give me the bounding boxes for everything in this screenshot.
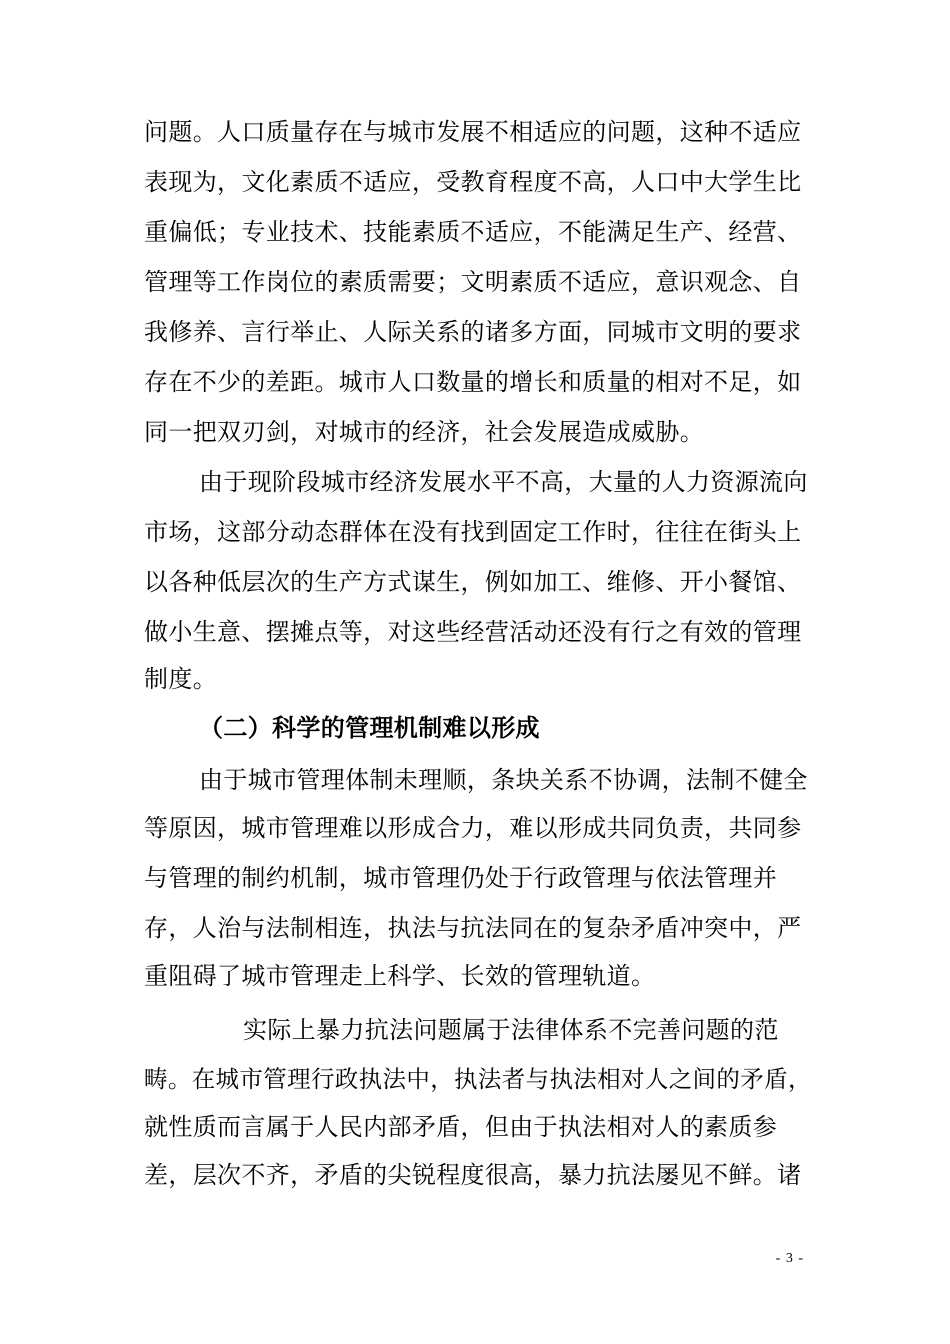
page-number: - 3 - (775, 1251, 804, 1266)
paragraph-3-line-5: 重阻碍了城市管理走上科学、长效的管理轨道。 (144, 962, 656, 990)
paragraph-2-line-3: 以各种低层次的生产方式谋生，例如加工、维修、开小餐馆、 (144, 568, 802, 596)
paragraph-2-line-4: 做小生意、摆摊点等，对这些经营活动还没有行之有效的管理 (144, 618, 802, 646)
paragraph-4-line-3: 就性质而言属于人民内部矛盾，但由于执法相对人的素质参 (144, 1113, 778, 1141)
paragraph-1-line-2: 表现为，文化素质不适应，受教育程度不高，人口中大学生比 (144, 168, 802, 196)
paragraph-3-line-4: 存，人治与法制相连，执法与抗法同在的复杂矛盾冲突中，严 (144, 914, 802, 942)
paragraph-1-line-1: 问题。人口质量存在与城市发展不相适应的问题，这种不适应 (144, 118, 802, 146)
paragraph-4-line-4: 差，层次不齐，矛盾的尖锐程度很高，暴力抗法屡见不鲜。诸 (144, 1161, 802, 1189)
paragraph-3-line-3: 与管理的制约机制，城市管理仍处于行政管理与依法管理并 (144, 864, 778, 892)
paragraph-4-line-2: 畴。在城市管理行政执法中，执法者与执法相对人之间的矛盾， (144, 1065, 812, 1093)
paragraph-2-line-2: 市场，这部分动态群体在没有找到固定工作时，往往在街头上 (144, 518, 802, 546)
paragraph-3-line-1: 由于城市管理体制未理顺，条块关系不协调，法制不健全 (199, 766, 808, 794)
paragraph-1-line-4: 管理等工作岗位的素质需要；文明素质不适应，意识观念、自 (144, 268, 802, 296)
section-heading: （二）科学的管理机制难以形成 (199, 714, 540, 742)
paragraph-1-line-7: 同一把双刃剑，对城市的经济，社会发展造成威胁。 (144, 418, 705, 446)
paragraph-2-line-5: 制度。 (144, 665, 218, 693)
paragraph-4-line-1: 实际上暴力抗法问题属于法律体系不完善问题的范 (243, 1016, 779, 1044)
paragraph-1-line-5: 我修养、言行举止、人际关系的诸多方面，同城市文明的要求 (144, 318, 802, 346)
paragraph-2-line-1: 由于现阶段城市经济发展水平不高，大量的人力资源流向 (199, 468, 808, 496)
paragraph-1-line-6: 存在不少的差距。城市人口数量的增长和质量的相对不足，如 (144, 368, 802, 396)
paragraph-3-line-2: 等原因，城市管理难以形成合力，难以形成共同负责，共同参 (144, 814, 802, 842)
paragraph-1-line-3: 重偏低；专业技术、技能素质不适应，不能满足生产、经营、 (144, 218, 802, 246)
